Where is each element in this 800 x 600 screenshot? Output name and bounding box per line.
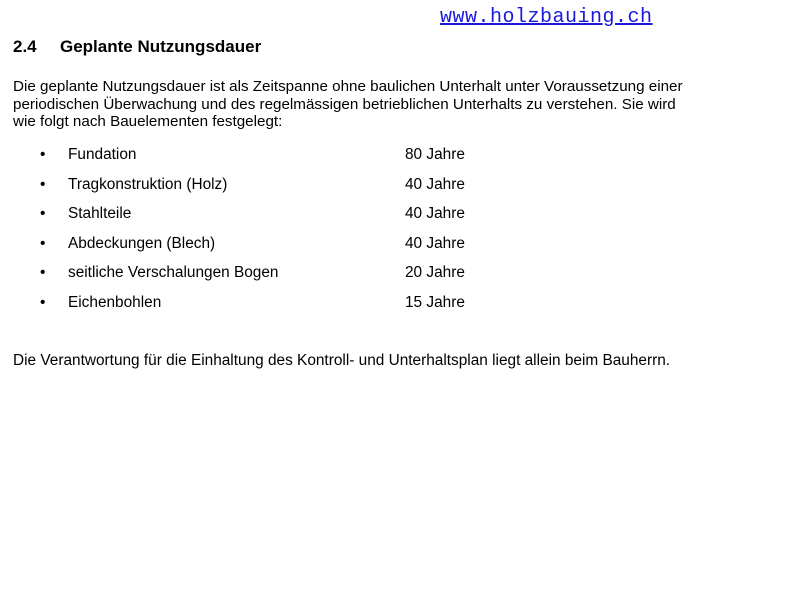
element-name: seitliche Verschalungen Bogen bbox=[68, 264, 279, 281]
website-link[interactable]: www.holzbauing.ch bbox=[440, 6, 653, 29]
list-item bbox=[13, 145, 573, 175]
element-name: Stahlteile bbox=[68, 205, 132, 222]
section-number: 2.4 bbox=[13, 37, 37, 56]
list-item bbox=[13, 263, 573, 293]
element-duration: 40 Jahre bbox=[405, 175, 465, 193]
list-item bbox=[13, 204, 573, 234]
intro-line: Die geplante Nutzungsdauer ist als Zeitspanne ohne baulichen Unterhalt unter Voraussetzung einer bbox=[13, 78, 683, 95]
section-heading bbox=[13, 37, 261, 57]
bullet-icon: • bbox=[40, 175, 46, 193]
element-name: Fundation bbox=[68, 146, 137, 163]
intro-paragraph bbox=[13, 78, 783, 131]
element-name: Tragkonstruktion (Holz) bbox=[68, 175, 228, 193]
intro-line: periodischen Überwachung und des regelmässigen betrieblichen Unterhalts zu verstehen. Sie wird bbox=[13, 95, 676, 113]
bullet-icon: • bbox=[40, 293, 46, 311]
element-duration: 40 Jahre bbox=[405, 234, 465, 252]
list-item bbox=[13, 175, 573, 205]
intro-line: wie folgt nach Bauelementen festgelegt: bbox=[13, 113, 283, 130]
list-item bbox=[13, 234, 573, 264]
bullet-icon: • bbox=[40, 146, 46, 163]
service-life-list bbox=[13, 145, 573, 322]
closing-paragraph: Die Verantwortung für die Einhaltung des Kontroll- und Unterhaltsplan liegt allein beim Bauherrn. bbox=[13, 352, 671, 369]
list-item bbox=[13, 293, 573, 323]
bullet-icon: • bbox=[40, 264, 46, 281]
element-duration: 15 Jahre bbox=[405, 293, 465, 311]
bullet-icon: • bbox=[40, 205, 46, 222]
section-title: Geplante Nutzungsdauer bbox=[60, 37, 262, 56]
element-duration: 40 Jahre bbox=[405, 205, 465, 222]
element-duration: 20 Jahre bbox=[405, 264, 465, 281]
element-name: Eichenbohlen bbox=[68, 293, 162, 311]
element-duration: 80 Jahre bbox=[405, 146, 465, 163]
element-name: Abdeckungen (Blech) bbox=[68, 234, 216, 252]
bullet-icon: • bbox=[40, 234, 46, 252]
